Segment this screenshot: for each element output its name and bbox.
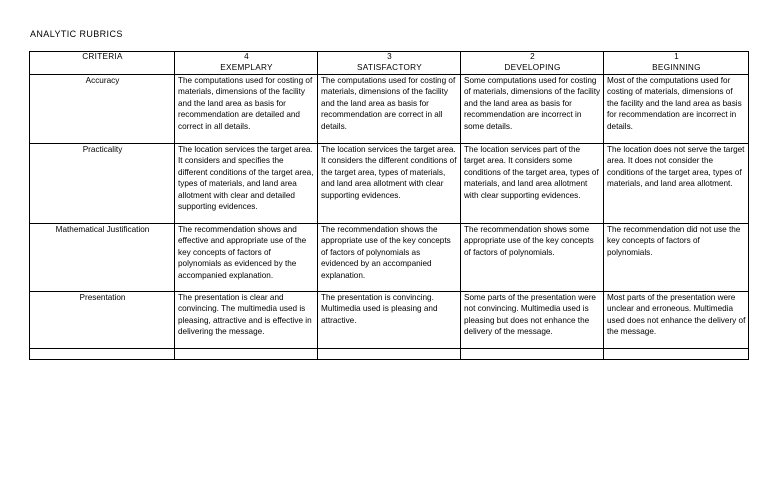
descriptor-cell: The recommendation shows and effective and appropriate use of the key concepts of factors of polynomials as evidenced by the accompanied explanation. bbox=[175, 224, 318, 292]
descriptor-cell: The location does not serve the target area. It does not consider the conditions of the target area, types of materials, and land area allotment. bbox=[604, 144, 749, 224]
descriptor-cell: The presentation is convincing. Multimedia used is pleasing and attractive. bbox=[318, 292, 461, 349]
level-score: 1 bbox=[674, 52, 679, 61]
descriptor-cell: The recommendation shows the appropriate use of the key concepts of factors of polynomials as evidenced by an accompanied explanation. bbox=[318, 224, 461, 292]
descriptor-cell: Some computations used for costing of materials, dimensions of the facility and the land area as basis for recommendation are incorrect in some details. bbox=[461, 75, 604, 144]
level-name: SATISFACTORY bbox=[356, 62, 423, 72]
table-row-practicality bbox=[30, 144, 749, 224]
descriptor-cell: The recommendation did not use the key concepts of factors of polynomials. bbox=[604, 224, 749, 292]
level-header-satisfactory bbox=[318, 52, 461, 75]
descriptor-cell: Most of the computations used for costing of materials, dimensions of the facility and the land area as basis for recommendation are incorrect in details. bbox=[604, 75, 749, 144]
criterion-label: Practicality bbox=[30, 144, 175, 224]
empty-cell bbox=[30, 349, 175, 360]
descriptor-cell: Some parts of the presentation were not convincing. Multimedia used is pleasing but does not enhance the delivery of the message. bbox=[461, 292, 604, 349]
level-score: 2 bbox=[530, 52, 535, 61]
empty-cell bbox=[604, 349, 749, 360]
empty-cell bbox=[318, 349, 461, 360]
level-name: DEVELOPING bbox=[504, 62, 561, 72]
table-row-accuracy bbox=[30, 75, 749, 144]
descriptor-cell: The location services part of the target area. It considers some conditions of the target area, types of materials, and land area allotment with clear supporting evidences. bbox=[461, 144, 604, 224]
criterion-label: Mathematical Justification bbox=[30, 224, 175, 292]
criterion-label: Accuracy bbox=[30, 75, 175, 144]
descriptor-cell: The presentation is clear and convincing. The multimedia used is pleasing, attractive and is effective in delivering the message. bbox=[175, 292, 318, 349]
table-row-empty bbox=[30, 349, 749, 360]
descriptor-cell: Most parts of the presentation were unclear and erroneous. Multimedia used does not enhance the delivery of the message. bbox=[604, 292, 749, 349]
level-header-developing bbox=[461, 52, 604, 75]
level-header-exemplary bbox=[175, 52, 318, 75]
rubric-table bbox=[29, 51, 749, 360]
table-row-mathematical-justification bbox=[30, 224, 749, 292]
empty-cell bbox=[461, 349, 604, 360]
descriptor-cell: The location services the target area. It considers the different conditions of the target area, types of materials, and land area allotment with clear supporting evidences. bbox=[318, 144, 461, 224]
level-header-beginning bbox=[604, 52, 749, 75]
level-score: 3 bbox=[387, 52, 392, 61]
header-row bbox=[30, 52, 749, 75]
criteria-header: CRITERIA bbox=[30, 52, 175, 75]
level-name: EXEMPLARY bbox=[220, 62, 273, 72]
descriptor-cell: The location services the target area. It considers and specifies the different conditions of the target area, types of materials, and land area allotment with clear and detailed supporting evidences. bbox=[175, 144, 318, 224]
criterion-label: Presentation bbox=[30, 292, 175, 349]
level-name: BEGINNING bbox=[652, 62, 701, 72]
level-score: 4 bbox=[244, 52, 249, 61]
table-row-presentation bbox=[30, 292, 749, 349]
descriptor-cell: The computations used for costing of materials, dimensions of the facility and the land area as basis for recommendation are correct in all details. bbox=[318, 75, 461, 144]
document-title: ANALYTIC RUBRICS bbox=[30, 29, 123, 39]
descriptor-cell: The recommendation shows some appropriate use of the key concepts of factors of polynomials. bbox=[461, 224, 604, 292]
descriptor-cell: The computations used for costing of materials, dimensions of the facility and the land area as basis for recommendation are detailed and correct in all details. bbox=[175, 75, 318, 144]
empty-cell bbox=[175, 349, 318, 360]
